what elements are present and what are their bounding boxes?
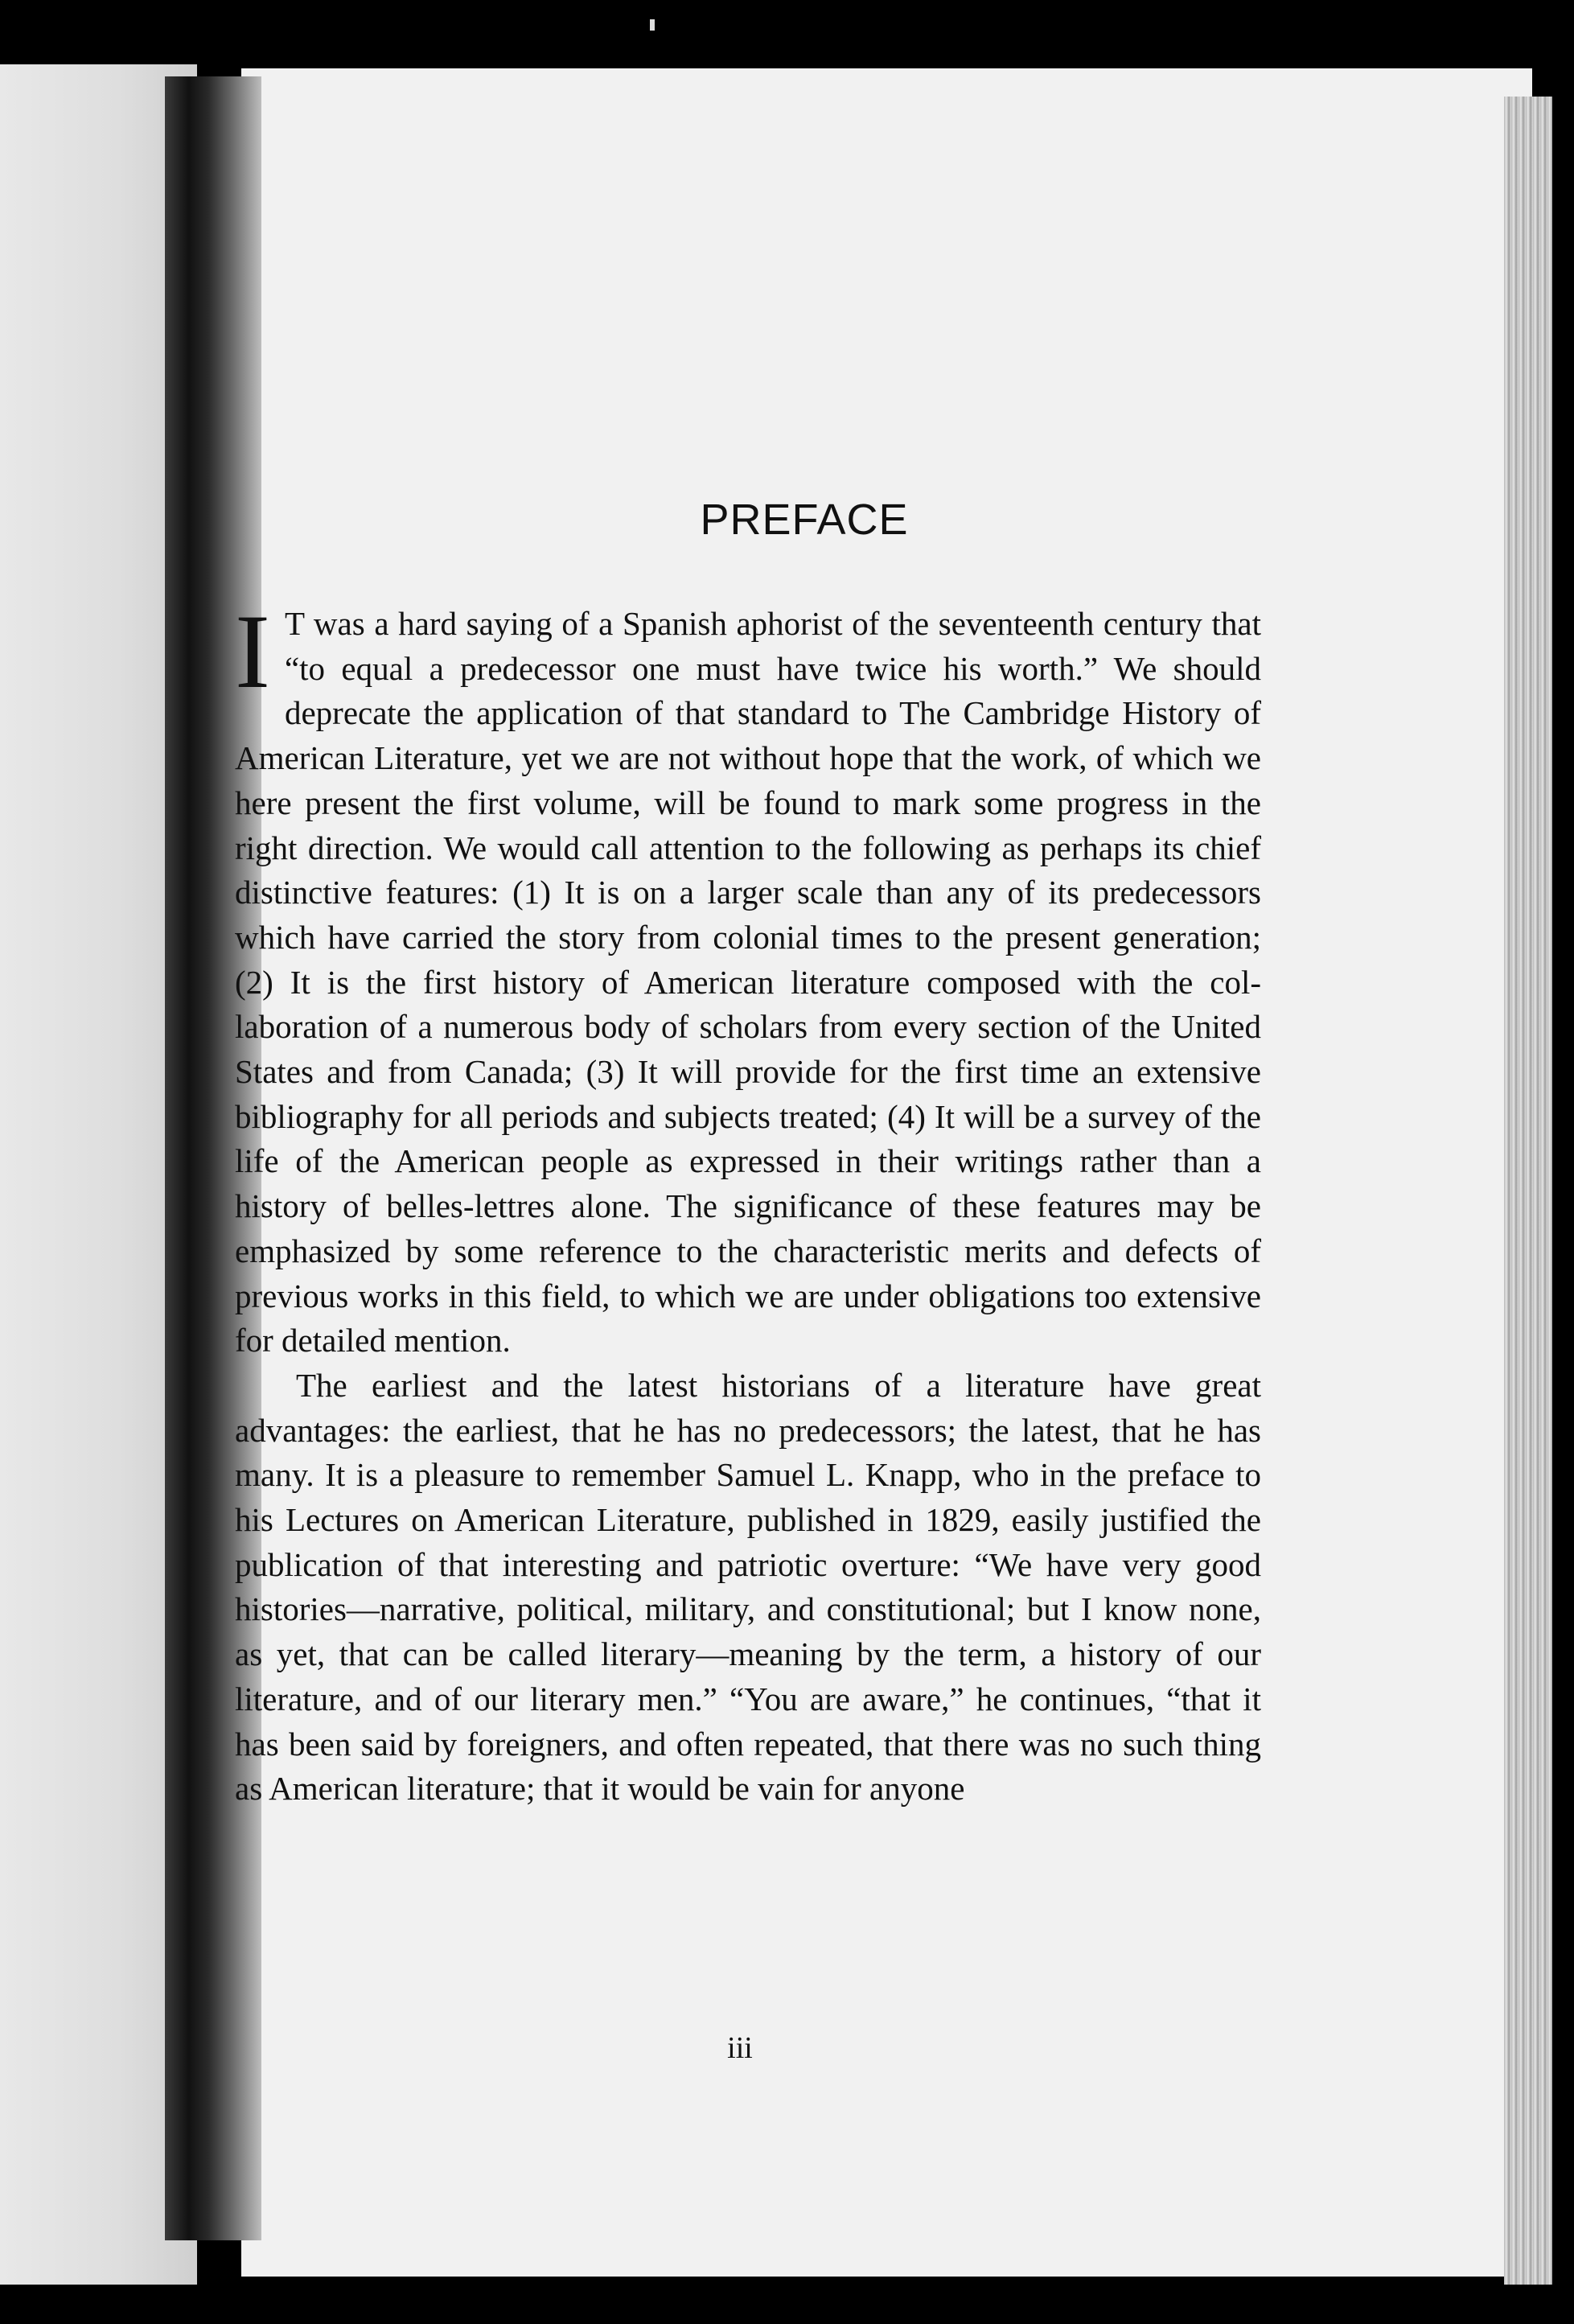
paragraph-1 (235, 592, 1261, 1364)
page-number: iii (727, 2031, 753, 2065)
page-title: PREFACE (700, 496, 909, 544)
body-text (235, 592, 1261, 1812)
drop-cap: I (235, 592, 270, 710)
paragraph-2-text: The earliest and the latest historians of a literature have great advantages: the earliest, that he has no predecessors; the latest, that he has many. It is a pleasure to remember Samuel L. Knapp, who in the preface to his Lectures on American Literature, published in 1829, easily justified the publication of that interesting and patriotic overture: “We have very good histories—narrative, political, military, and constitutional; but I know none, as yet, that can be called literary—meaning by the term, a history of our literature, and of our literary men.” “You are aware,” he continues, “that it has been said by foreigners, and often repeated, that there was no such thing as American literature; that it would be vain for anyone (235, 1366, 1261, 1808)
page-edges (1504, 97, 1552, 2285)
paragraph-2 (235, 1364, 1261, 1812)
paragraph-1-text: T was a hard saying of a Spanish aphorist of the seventeenth century that “to equal a predecessor one must have twice his worth.” We should deprecate the application of that standard to The Cambridge History of American Literature, yet we are not without hope that the work, of which we here present the first volume, will be found to mark some progress in the right direction. We would call attention to the following as perhaps its chief distinctive features: (1) It is on a larger scale than any of its predecessors which have carried the story from colonial times to the present generation; (2) It is the first history of American literature composed with the col-laboration of a numerous body of scholars from every section of the United States and from Canada; (3) It will provide for the first time an extensive bibliography for all periods and subjects treated; (4) It will be a survey of the life of the American people as expressed in their writings rather than a history of belles-lettres alone. The significance of these features may be emphasized by some reference to the characteristic merits and defects of previous works in this field, to which we are under obligations too extensive for detailed mention. (235, 605, 1261, 1359)
scan-mark (650, 19, 655, 31)
